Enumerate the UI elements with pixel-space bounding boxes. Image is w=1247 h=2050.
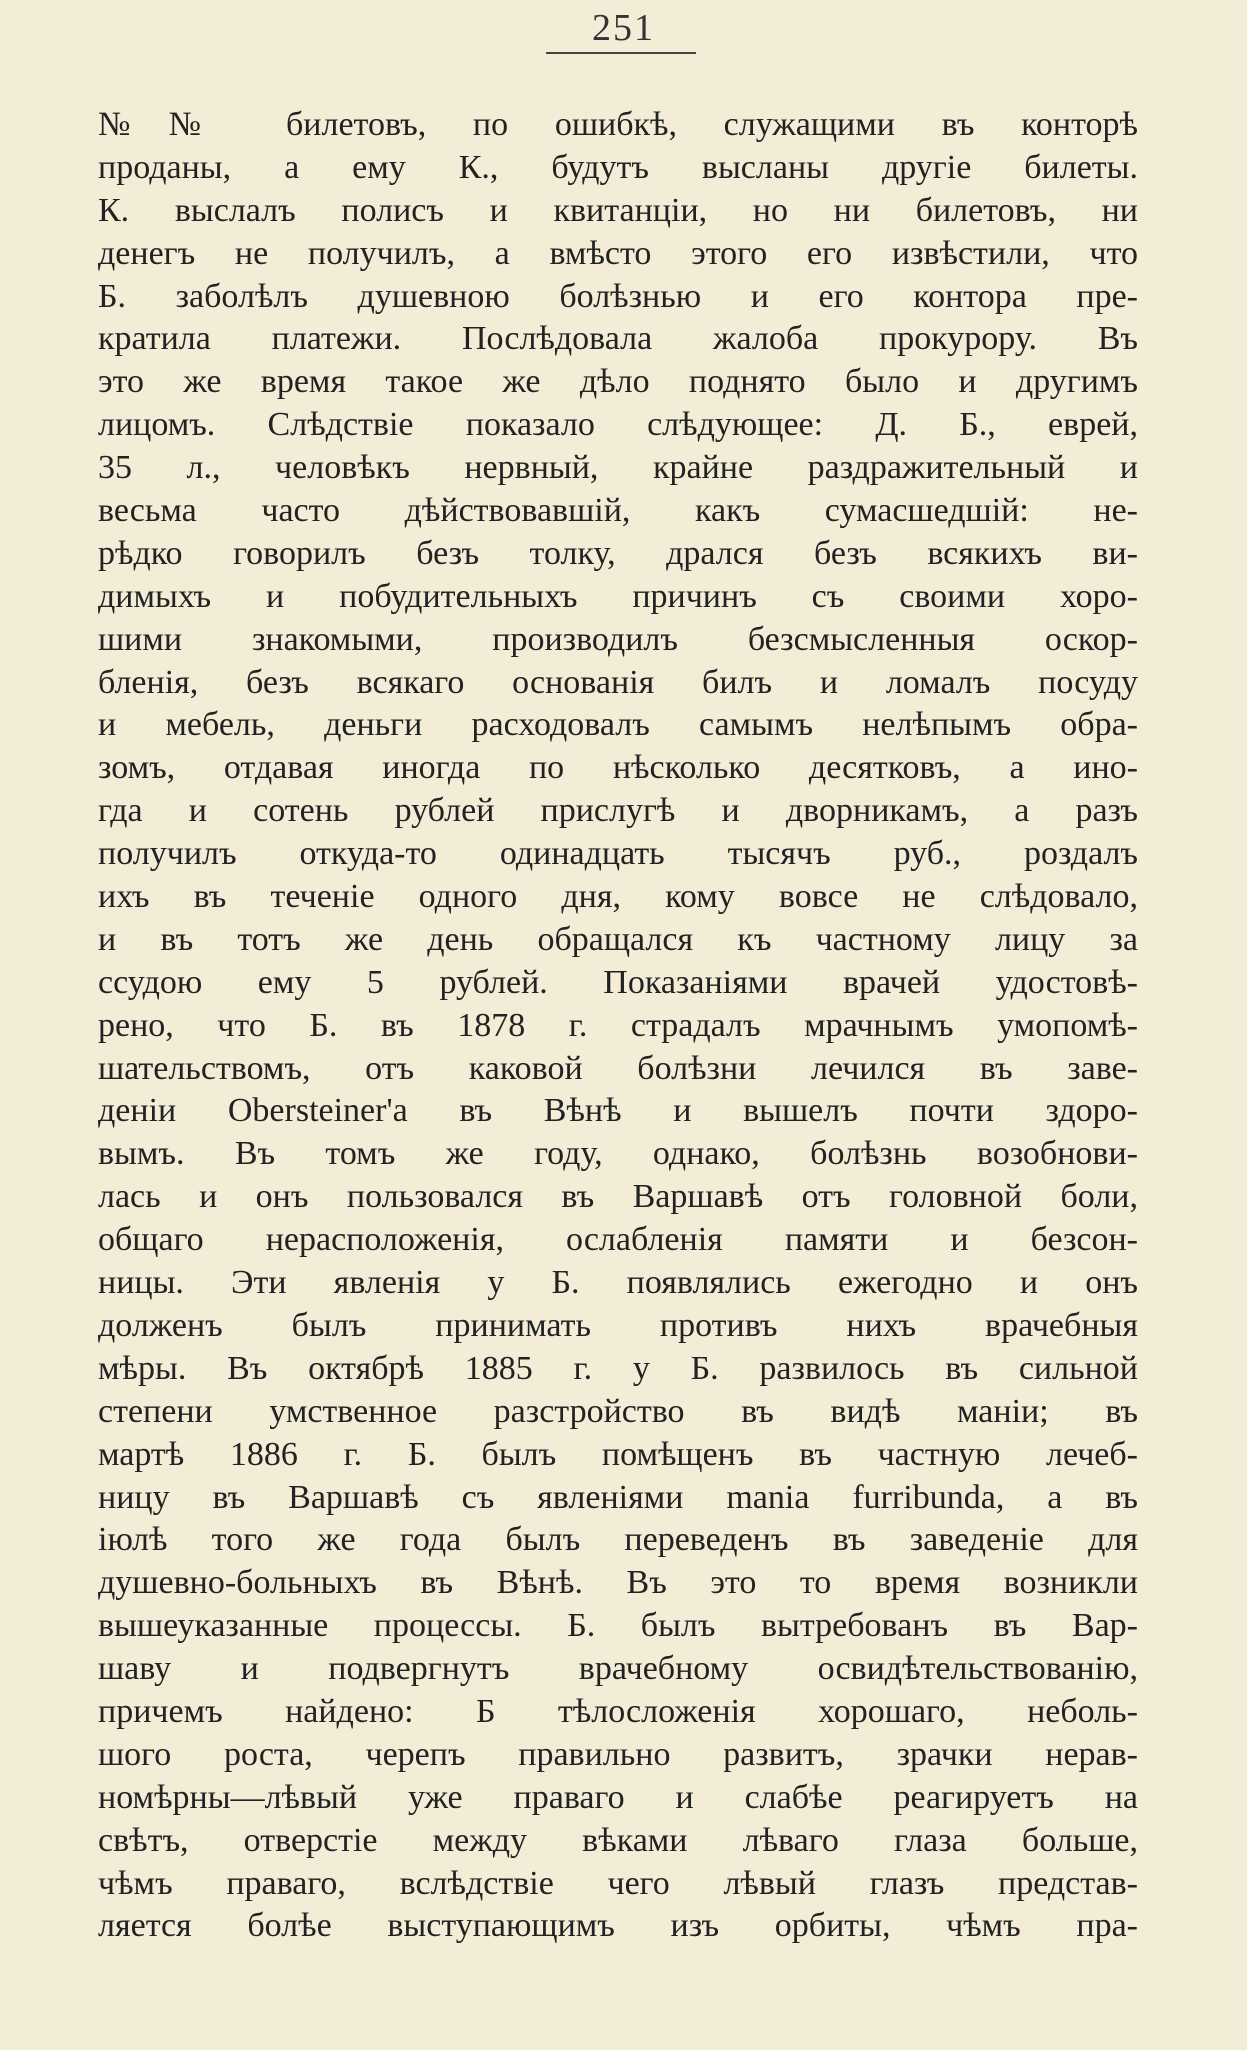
text-line: лицомъ. Слѣдствіе показало слѣдующее: Д. Б., еврей, <box>98 406 1138 444</box>
text-line: шими знакомыми, производилъ безсмысленныя оскор- <box>98 620 1138 658</box>
text-line: номѣрны—лѣвый уже праваго и слабѣе реагируетъ на <box>98 1778 1138 1816</box>
text-line: шого роста, черепъ правильно развитъ, зрачки нерав- <box>98 1735 1138 1773</box>
text-line: весьма часто дѣйствовавшій, какъ сумасшедшій: не- <box>98 492 1138 530</box>
text-line: зомъ, отдавая иногда по нѣсколько десятковъ, а ино- <box>98 749 1138 787</box>
text-line: К. выслалъ полисъ и квитанціи, но ни билетовъ, ни <box>98 191 1138 229</box>
text-line: мѣры. Въ октябрѣ 1885 г. у Б. развилось въ сильной <box>98 1349 1138 1387</box>
text-line: №№ билетовъ, по ошибкѣ, служащими въ конторѣ <box>98 106 1138 143</box>
text-line: чѣмъ праваго, вслѣдствіе чего лѣвый глазъ представ- <box>98 1864 1138 1902</box>
text-line: степени умственное разстройство въ видѣ маніи; въ <box>98 1392 1138 1430</box>
text-line: лась и онъ пользовался въ Варшавѣ отъ головной боли, <box>98 1178 1138 1216</box>
text-line: получилъ откуда-то одинадцать тысячъ руб., роздалъ <box>98 835 1138 873</box>
text-line: вышеуказанные процессы. Б. былъ вытребованъ въ Вар- <box>98 1607 1138 1645</box>
text-line: денегъ не получилъ, а вмѣсто этого его извѣстили, что <box>98 234 1138 272</box>
text-line: рѣдко говорилъ безъ толку, дрался безъ всякихъ ви- <box>98 534 1138 572</box>
text-line: ссудою ему 5 рублей. Показаніями врачей удостовѣ- <box>98 963 1138 1001</box>
text-line: бленія, безъ всякаго основанія билъ и ломалъ посуду <box>98 663 1138 701</box>
text-line: душевно-больныхъ въ Вѣнѣ. Въ это то время возникли <box>98 1564 1138 1602</box>
text-line: вымъ. Въ томъ же году, однако, болѣзнь возобнови- <box>98 1135 1138 1173</box>
text-line: и мебель, деньги расходовалъ самымъ нелѣпымъ обра- <box>98 706 1138 744</box>
text-line: ихъ въ теченіе одного дня, кому вовсе не слѣдовало, <box>98 878 1138 916</box>
text-line: шаву и подвергнутъ врачебному освидѣтельствованію, <box>98 1650 1138 1688</box>
body-text <box>98 104 1138 1948</box>
text-line: шательствомъ, отъ каковой болѣзни лечился въ заве- <box>98 1049 1138 1087</box>
text-line: долженъ былъ принимать противъ нихъ врачебныя <box>98 1306 1138 1344</box>
text-line: мартѣ 1886 г. Б. былъ помѣщенъ въ частную лечеб- <box>98 1435 1138 1473</box>
header-rule <box>546 52 696 54</box>
text-line: проданы, а ему К., будутъ высланы другіе билеты. <box>98 148 1138 186</box>
text-line: гда и сотень рублей прислугѣ и дворникамъ, а разъ <box>98 792 1138 830</box>
text-line: ницу въ Варшавѣ съ явленіями mania furribunda, а въ <box>98 1478 1138 1516</box>
text-line: іюлѣ того же года былъ переведенъ въ заведеніе для <box>98 1521 1138 1559</box>
text-line: общаго нерасположенія, ослабленія памяти и безсон- <box>98 1221 1138 1259</box>
text-line: деніи Obersteiner'а въ Вѣнѣ и вышелъ почти здоро- <box>98 1092 1138 1130</box>
text-line: кратила платежи. Послѣдовала жалоба прокурору. Въ <box>98 320 1138 358</box>
text-line: и въ тотъ же день обращался къ частному лицу за <box>98 920 1138 958</box>
text-line: это же время такое же дѣло поднято было и другимъ <box>98 363 1138 401</box>
page-number: 251 <box>592 7 655 49</box>
text-line: рено, что Б. въ 1878 г. страдалъ мрачнымъ умопомѣ- <box>98 1006 1138 1044</box>
text-line: ницы. Эти явленія у Б. появлялись ежегодно и онъ <box>98 1264 1138 1302</box>
text-line: свѣтъ, отверстіе между вѣками лѣваго глаза больше, <box>98 1821 1138 1859</box>
text-line: 35 л., человѣкъ нервный, крайне раздражительный и <box>98 449 1138 487</box>
text-line: причемъ найдено: Б тѣлосложенія хорошаго, неболь- <box>98 1692 1138 1730</box>
text-line: ляется болѣе выступающимъ изъ орбиты, чѣмъ пра- <box>98 1907 1138 1945</box>
text-line: Б. заболѣлъ душевною болѣзнью и его контора пре- <box>98 277 1138 315</box>
text-line: димыхъ и побудительныхъ причинъ съ своими хоро- <box>98 577 1138 615</box>
